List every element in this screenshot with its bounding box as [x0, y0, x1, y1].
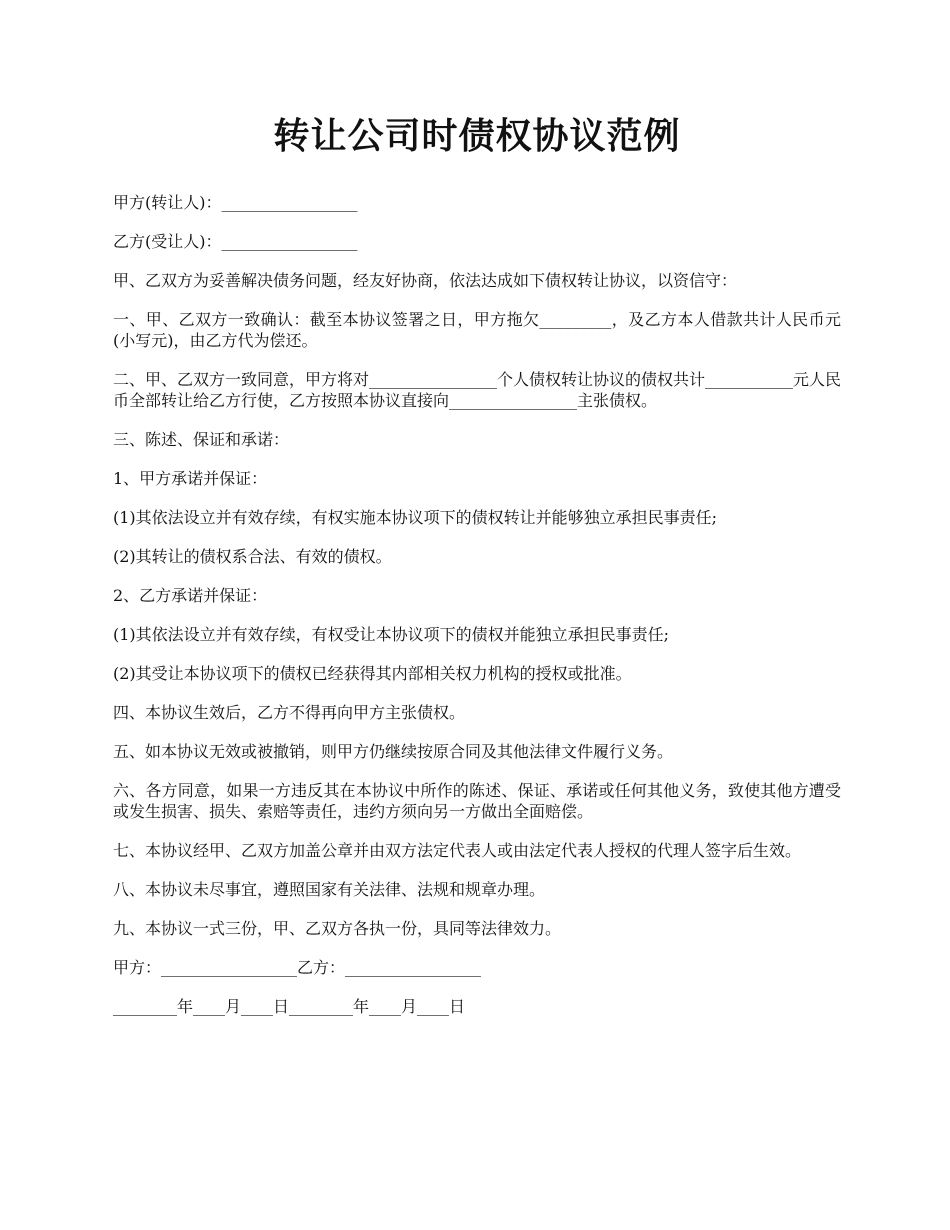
- clause-9: 九、本协议一式三份，甲、乙双方各执一份，具同等法律效力。: [113, 919, 562, 938]
- party-a-line: 甲方(转让人)：_________________: [113, 193, 358, 212]
- preamble: 甲、乙双方为妥善解决债务问题，经友好协商，依法达成如下债权转让协议，以资信守：: [113, 271, 738, 290]
- signature-line: 甲方：_________________乙方：_________________: [113, 958, 482, 977]
- clause-2: 二、甲、乙双方一致同意，甲方将对________________个人债权转让协议的债权共计___________元人民币全部转让给乙方行使，乙方按照本协议直接向________________主张债权。: [113, 370, 842, 410]
- clause-5: 五、如本协议无效或被撤销，则甲方仍继续按原合同及其他法律文件履行义务。: [113, 742, 674, 761]
- clause-7: 七、本协议经甲、乙双方加盖公章并由双方法定代表人或由法定代表人授权的代理人签字后生效。: [113, 841, 802, 860]
- clause-8: 八、本协议未尽事宜，遵照国家有关法律、法规和规章办理。: [113, 880, 546, 899]
- date-line: ________年____月____日________年____月____日: [113, 997, 466, 1016]
- document-title: 转让公司时债权协议范例: [273, 115, 681, 157]
- party-b-line: 乙方(受让人)：_________________: [113, 232, 358, 251]
- clause-4: 四、本协议生效后，乙方不得再向甲方主张债权。: [113, 703, 466, 722]
- clause-3-1-item-1: (1)其依法设立并有效存续，有权实施本协议项下的债权转让并能够独立承担民事责任;: [113, 508, 718, 527]
- document-page: [113, 112, 841, 1035]
- clause-3-2-heading: 2、乙方承诺并保证：: [113, 586, 268, 605]
- clause-3-1-item-2: (2)其转让的债权系合法、有效的债权。: [113, 547, 392, 566]
- clause-1: 一、甲、乙双方一致确认：截至本协议签署之日，甲方拖欠_________，及乙方本人借款共计人民币元(小写元)，由乙方代为偿还。: [113, 310, 841, 350]
- clause-3-heading: 三、陈述、保证和承诺：: [113, 430, 290, 449]
- clause-6: 六、各方同意，如果一方违反其在本协议中所作的陈述、保证、承诺或任何其他义务，致使其他方遭受或发生损害、损失、索赔等责任，违约方须向另一方做出全面赔偿。: [113, 781, 841, 821]
- clause-3-2-item-2: (2)其受让本协议项下的债权已经获得其内部相关权力机构的授权或批准。: [113, 664, 632, 683]
- clause-3-1-heading: 1、甲方承诺并保证：: [113, 469, 268, 488]
- clause-3-2-item-1: (1)其依法设立并有效存续，有权受让本协议项下的债权并能独立承担民事责任;: [113, 625, 670, 644]
